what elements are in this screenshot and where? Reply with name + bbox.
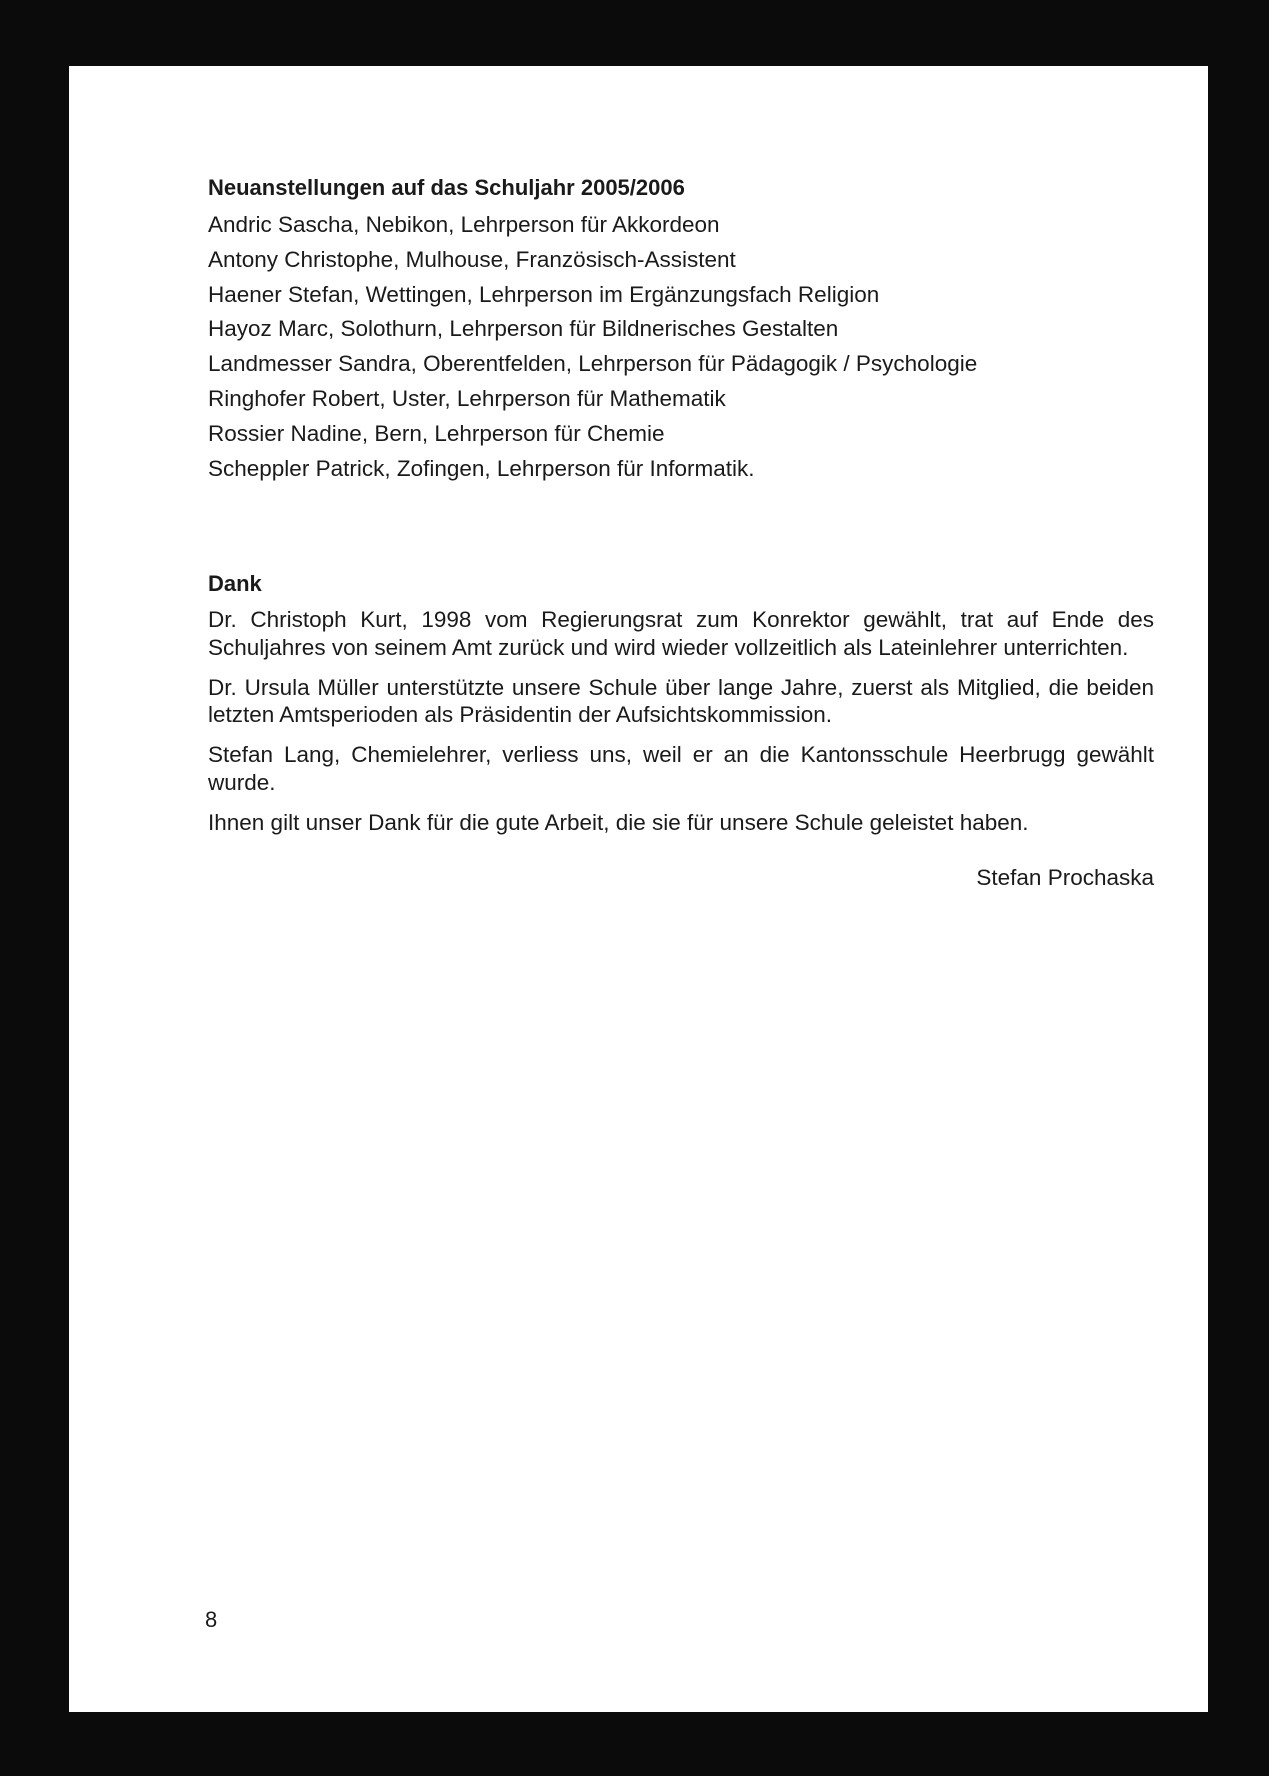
list-item: Hayoz Marc, Solothurn, Lehrperson für Bildnerisches Gestalten: [208, 316, 839, 342]
new-hires-list: [208, 208, 1154, 486]
signature: Stefan Prochaska: [976, 865, 1154, 891]
thanks-paragraph: Dr. Ursula Müller unterstützte unsere Schule über lange Jahre, zuerst als Mitglied, die beiden letzten Amtsperioden als Präsidentin der Aufsichtskommission.: [208, 674, 1154, 728]
list-item: Andric Sascha, Nebikon, Lehrperson für Akkordeon: [208, 212, 720, 237]
page-content: [208, 174, 1154, 892]
page-number: 8: [205, 1607, 218, 1632]
list-item: Scheppler Patrick, Zofingen, Lehrperson für Informatik.: [208, 455, 755, 481]
list-item: Ringhofer Robert, Uster, Lehrperson für Mathematik: [208, 385, 726, 411]
thanks-paragraph: Dr. Christoph Kurt, 1998 vom Regierungsrat zum Konrektor gewählt, trat auf Ende des Schuljahres von seinem Amt zurück und wird wieder vollzeitlich als Lateinlehrer unterrichten.: [208, 607, 1154, 661]
thanks-paragraph: Ihnen gilt unser Dank für die gute Arbeit, die sie für unsere Schule geleistet haben.: [208, 809, 1029, 835]
new-hires-section: [208, 174, 1154, 486]
list-item: Rossier Nadine, Bern, Lehrperson für Chemie: [208, 420, 665, 446]
document-page: [69, 66, 1208, 1712]
thanks-paragraph: Stefan Lang, Chemielehrer, verliess uns, weil er an die Kantonsschule Heerbrugg gewählt wurde.: [208, 742, 1154, 795]
list-item: Landmesser Sandra, Oberentfelden, Lehrperson für Pädagogik / Psychologie: [208, 351, 978, 377]
thanks-heading: Dank: [208, 571, 262, 597]
list-item: Haener Stefan, Wettingen, Lehrperson im Ergänzungsfach Religion: [208, 281, 880, 307]
new-hires-heading: Neuanstellungen auf das Schuljahr 2005/2006: [208, 175, 685, 200]
thanks-section: [208, 570, 1154, 892]
list-item: Antony Christophe, Mulhouse, Französisch-Assistent: [208, 246, 736, 272]
